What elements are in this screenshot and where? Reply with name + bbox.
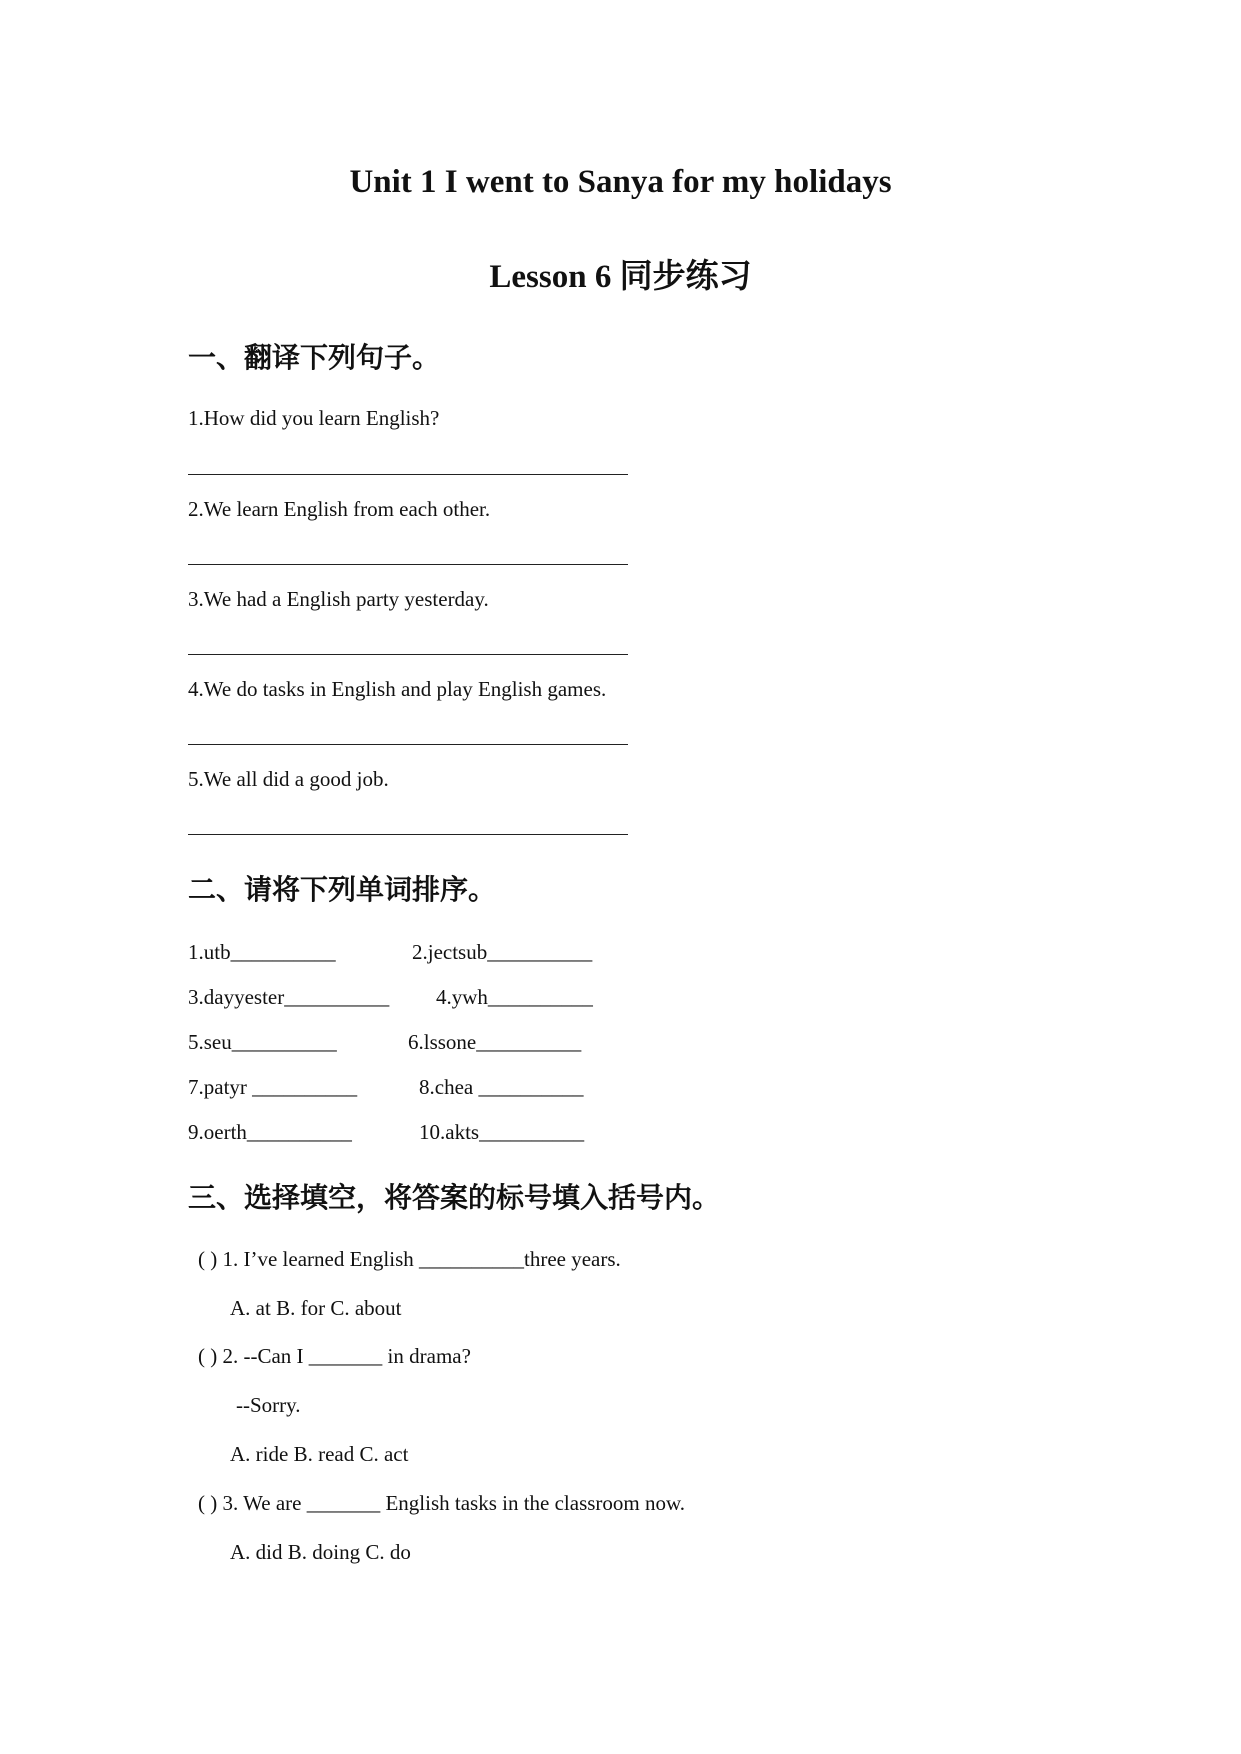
translate-item-1: 1.How did you learn English?: [188, 406, 440, 430]
section-heading-choice: 三、选择填空，将答案的标号填入括号内。: [188, 1181, 721, 1214]
answer-line-1[interactable]: [188, 474, 628, 475]
unscramble-item-2: 2.jectsub__________: [412, 940, 593, 964]
unscramble-item-1: 1.utb__________: [188, 940, 336, 964]
page-subtitle: Lesson 6 同步练习: [489, 259, 752, 295]
section-heading-unscramble: 二、请将下列单词排序。: [188, 873, 497, 906]
choice-question-2: ( ) 2. --Can I _______ in drama?: [198, 1344, 471, 1368]
answer-line-5[interactable]: [188, 834, 628, 835]
unscramble-item-8: 8.chea __________: [419, 1075, 584, 1099]
unscramble-item-6: 6.lssone__________: [408, 1030, 582, 1054]
unscramble-item-9: 9.oerth__________: [188, 1120, 352, 1144]
section-heading-translate: 一、翻译下列句子。: [188, 341, 441, 374]
unscramble-item-5: 5.seu__________: [188, 1030, 337, 1054]
choice-reply-2: --Sorry.: [236, 1393, 301, 1417]
unscramble-item-3: 3.dayyester__________: [188, 985, 390, 1009]
page-title: Unit 1 I went to Sanya for my holidays: [349, 164, 892, 200]
translate-item-5: 5.We all did a good job.: [188, 767, 389, 791]
answer-line-3[interactable]: [188, 654, 628, 655]
translate-item-2: 2.We learn English from each other.: [188, 497, 491, 521]
answer-line-4[interactable]: [188, 744, 628, 745]
choice-options-2: A. ride B. read C. act: [230, 1442, 409, 1466]
translate-item-4: 4.We do tasks in English and play English games.: [188, 677, 607, 701]
choice-question-1: ( ) 1. I’ve learned English __________three years.: [198, 1247, 621, 1271]
unscramble-item-7: 7.patyr __________: [188, 1075, 358, 1099]
unscramble-item-10: 10.akts__________: [419, 1120, 585, 1144]
choice-options-1: A. at B. for C. about: [230, 1296, 402, 1320]
answer-line-2[interactable]: [188, 564, 628, 565]
translate-item-3: 3.We had a English party yesterday.: [188, 587, 489, 611]
choice-options-3: A. did B. doing C. do: [230, 1540, 411, 1564]
choice-question-3: ( ) 3. We are _______ English tasks in the classroom now.: [198, 1491, 686, 1515]
unscramble-item-4: 4.ywh__________: [436, 985, 593, 1009]
